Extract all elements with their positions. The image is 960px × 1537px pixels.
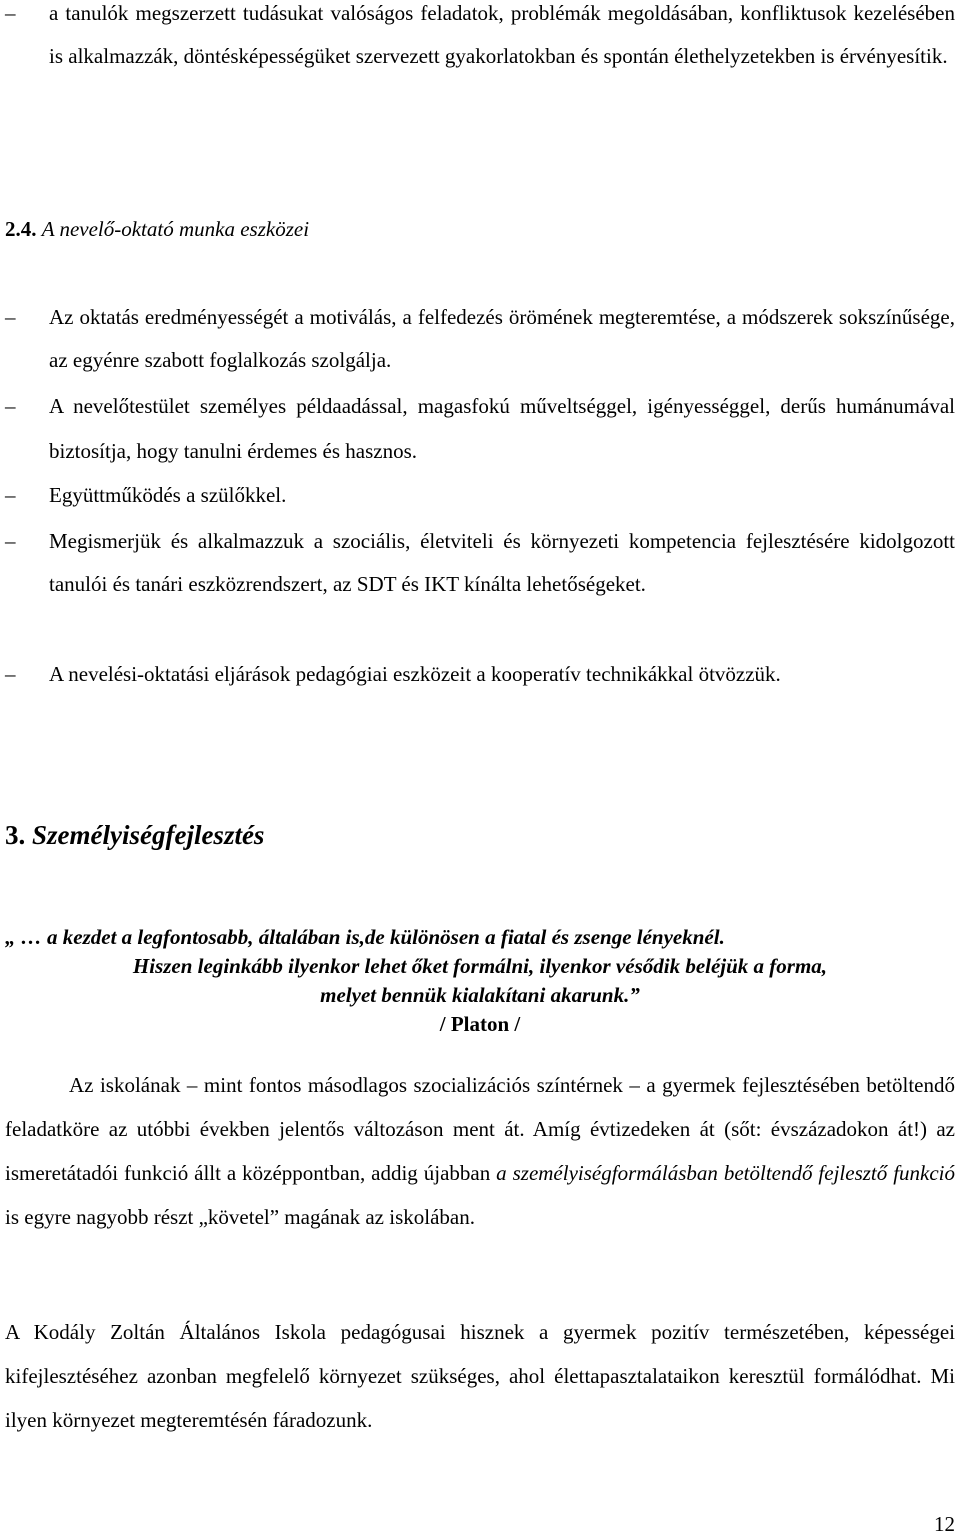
list-item-text: Az oktatás eredményességét a motiválás, a felfedezés örömének megteremtése, a módszerek sokszínűsége, az egyénre szabott foglalkozás szolgálja. <box>49 305 955 372</box>
list-item-text: A nevelőtestület személyes példaadással, magasfokú műveltséggel, igényességgel, derűs humánumával biztosítja, hogy tanulni érdemes és hasznos. <box>49 394 955 463</box>
dash-bullet: – <box>5 529 16 553</box>
section-number: 2.4. <box>5 217 37 241</box>
list-item-text: Együttműködés a szülőkkel. <box>49 483 287 507</box>
dash-bullet: – <box>5 1 16 25</box>
emphasized-text: a személyiségformálásban betöltendő fejlesztő funkció <box>496 1161 955 1185</box>
intro-list-item <box>5 0 955 78</box>
dash-bullet: – <box>5 662 16 686</box>
list-item-text: A nevelési-oktatási eljárások pedagógiai eszközeit a kooperatív technikákkal ötvözzük. <box>49 662 781 686</box>
quote-author: / Platon / <box>439 1012 521 1036</box>
list-item <box>5 474 955 517</box>
list-item-text: a tanulók megszerzett tudásukat valóságos feladatok, problémák megoldásában, konfliktusok kezelésében is alkalmazzák, döntésképességüket szervezett gyakorlatokban és spontán élethelyzetekben is érvényesítik. <box>49 1 955 68</box>
epigraph-quote <box>0 923 960 1039</box>
dash-bullet: – <box>5 483 16 507</box>
list-item <box>5 653 955 696</box>
page-number: 12 <box>934 1512 955 1536</box>
list-item <box>5 296 955 382</box>
quote-line: melyet bennük kialakítani akarunk.” <box>320 983 640 1007</box>
quote-line: Hiszen leginkább ilyenkor lehet őket formálni, ilyenkor vésődik beléjük a forma, <box>132 954 828 978</box>
paragraph-text: Az iskolának – mint fontos másodlagos szocializációs színtérnek – a gyermek fejlesztésében betöltendő feladatköre az utóbbi években jelentős változáson ment át. Amíg évtizedeken át (sőt: évszázadokon át!) az ismeretátadói funkció állt a középpontban, addig újabban <box>5 1073 955 1185</box>
section-title: Személyiségfejlesztés <box>32 820 265 850</box>
body-paragraph <box>5 1063 955 1239</box>
quote-line: „ … a kezdet a legfontosabb, általában is,de különösen a fiatal és zsenge lényeknél. <box>5 925 725 949</box>
section-heading-3 <box>5 815 264 855</box>
list-item <box>5 520 955 606</box>
body-paragraph <box>5 1310 955 1442</box>
dash-bullet: – <box>5 394 16 418</box>
list-item-text: Megismerjük és alkalmazzuk a szociális, életviteli és környezeti kompetencia fejlesztésére kidolgozott tanulói és tanári eszközrendszert, az SDT és IKT kínálta lehetőségeket. <box>49 529 955 596</box>
section-number: 3. <box>5 820 26 850</box>
section-title: A nevelő-oktató munka eszközei <box>41 217 310 241</box>
dash-bullet: – <box>5 305 16 329</box>
paragraph-text: A Kodály Zoltán Általános Iskola pedagógusai hisznek a gyermek pozitív természetében, képességei kifejlesztéséhez azonban megfelelő környezet szükséges, ahol élettapasztalataikon keresztül formálódhat. Mi ilyen környezet megteremtésén fáradozunk. <box>5 1320 955 1432</box>
paragraph-text: is egyre nagyobb részt „követel” magának az iskolában. <box>5 1205 475 1229</box>
section-heading-2-4 <box>5 210 309 248</box>
list-item <box>5 384 955 474</box>
